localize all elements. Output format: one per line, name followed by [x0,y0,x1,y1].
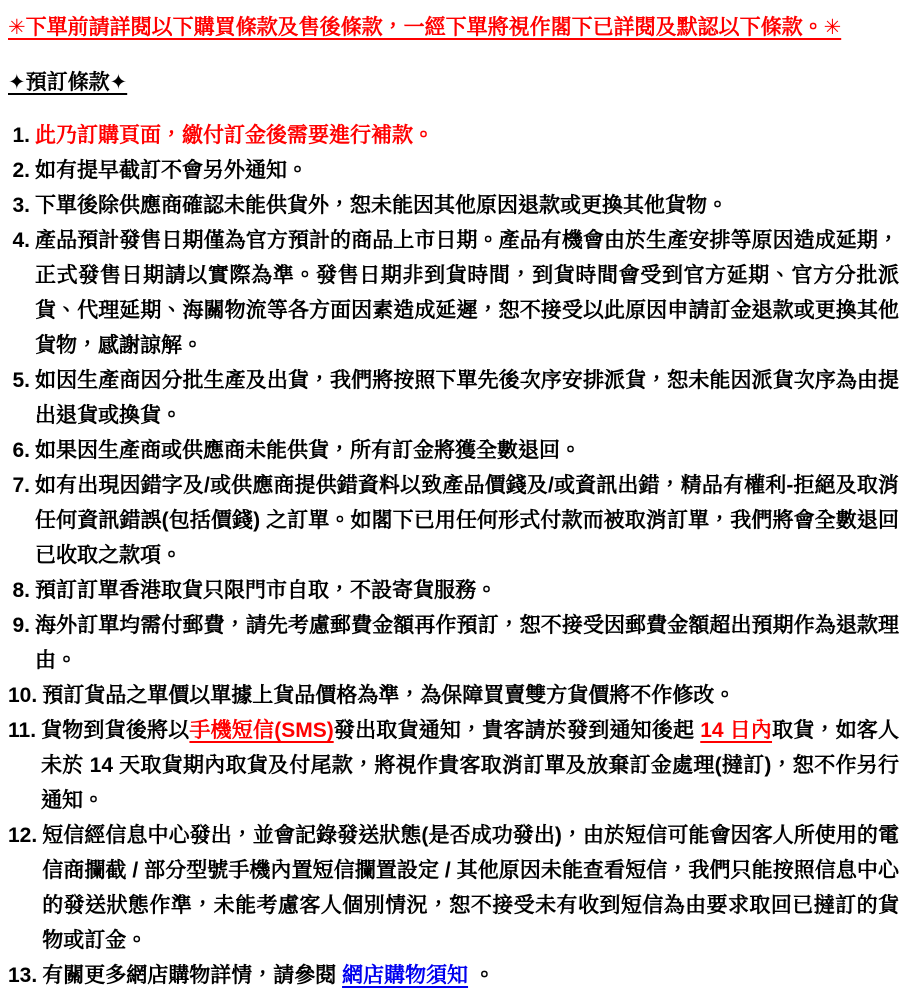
term-number: 1. [12,124,30,147]
term-text-segment: 下單後除供應商確認未能供貨外，恕未能因其他原因退款或更換其他貨物。 [35,194,728,217]
term-text [35,608,899,678]
term-number: 4. [12,229,30,252]
term-text-segment: 取貨，如客人未於 14 天取貨期內取貨及付尾款，將視作貴客取消訂單及放棄訂金處理(撻訂)，恕不作另行通知。 [41,719,900,812]
shop-guide-link[interactable]: 網店購物須知 [342,964,469,987]
term-number: 13. [8,964,38,987]
term-item [8,188,899,223]
term-text-segment: 。 [468,964,495,987]
term-item [8,958,899,993]
term-item [8,118,899,153]
term-text-segment: 海外訂單均需付郵費，請先考慮郵費金額再作預訂，恕不接受因郵費金額超出預期作為退款理由。 [35,614,899,672]
term-item [8,223,899,363]
terms-list [8,118,899,993]
term-item [8,153,899,188]
term-item [8,678,899,713]
term-text-segment: 預訂貨品之單價以單據上貨品價格為準，為保障買賣雙方貨價將不作修改。 [42,684,736,707]
term-text [35,153,899,188]
term-number: 2. [12,159,30,182]
term-text-segment: 此乃訂購頁面，繳付訂金後需要進行補款。 [35,124,434,147]
term-number: 10. [8,684,38,707]
term-number: 5. [12,369,30,392]
term-number: 3. [12,194,30,217]
highlighted-term-text: 14 日內 [700,719,773,742]
term-item [8,608,899,678]
term-item [8,363,899,433]
term-text-segment: 如有提早截訂不會另外通知。 [35,159,308,182]
term-text [35,363,899,433]
term-item [8,573,899,608]
term-text-segment: 如有出現因錯字及/或供應商提供錯資料以致產品價錢及/或資訊出錯，精品有權利-拒絕及取消任何資訊錯誤(包括價錢) 之訂單。如閣下已用任何形式付款而被取消訂單，我們將會全數退回已收取之款項。 [35,474,899,567]
term-number: 8. [12,579,30,602]
term-item [8,433,899,468]
term-text [42,818,899,958]
term-text [35,188,899,223]
term-text [42,958,899,993]
term-number: 7. [12,474,30,497]
term-number: 12. [8,824,38,847]
term-text [35,468,899,573]
term-text-segment: 貨物到貨後將以 [41,719,190,742]
term-text-segment: 產品預計發售日期僅為官方預計的商品上市日期。產品有機會由於生產安排等原因造成延期，正式發售日期請以實際為準。發售日期非到貨時間，到貨時間會受到官方延期、官方分批派貨、代理延期、海關物流等各方面因素造成延遲，恕不接受以此原因申請訂金退款或更換其他貨物，感謝諒解。 [35,229,899,357]
term-number: 6. [12,439,30,462]
term-text [41,713,899,818]
term-item [8,713,899,818]
term-text [35,573,899,608]
highlighted-term-text: 手機短信(SMS) [189,719,334,742]
term-text-segment: 短信經信息中心發出，並會記錄發送狀態(是否成功發出)，由於短信可能會因客人所使用的電信商攔截 / 部分型號手機內置短信攔置設定 / 其他原因未能查看短信，我們只能按照信息中心的發送狀態作準，未能考慮客人個別情況，恕不接受未有收到短信為由要求取回已撻訂的貨物或訂金。 [42,824,899,952]
term-text [35,223,899,363]
term-text-segment: 預訂訂單香港取貨只限門市自取，不設寄貨服務。 [35,579,497,602]
term-text-segment: 如果因生產商或供應商未能供貨，所有訂金將獲全數退回。 [35,439,581,462]
section-title: ✦預訂條款✦ [8,71,128,94]
term-text [42,678,899,713]
notice-header: ✳下單前請詳閱以下購買條款及售後條款，一經下單將視作閣下已詳閱及默認以下條款。✳ [8,16,842,39]
term-number: 9. [12,614,30,637]
term-text-segment: 發出取貨通知，貴客請於發到通知後起 [333,719,701,742]
term-text-segment: 如因生產商因分批生產及出貨，我們將按照下單先後次序安排派貨，恕未能因派貨次序為由提出退貨或換貨。 [35,369,899,427]
term-text-segment: 有關更多網店購物詳情，請參閱 [42,964,343,987]
term-text [35,118,899,153]
term-text [35,433,899,468]
term-item [8,818,899,958]
term-number: 11. [8,719,37,742]
term-item [8,468,899,573]
